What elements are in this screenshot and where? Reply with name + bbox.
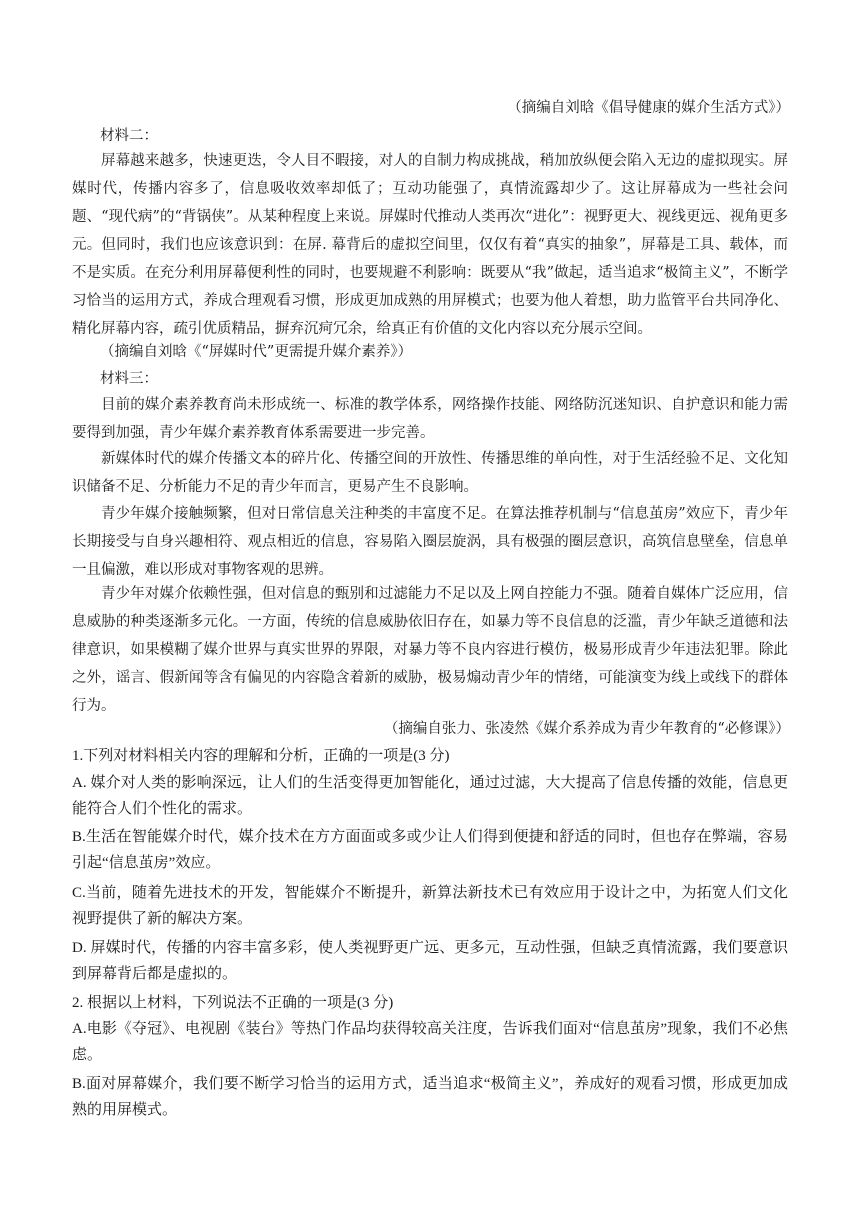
material3-paragraph-3: 青少年媒介接触频繁，但对日常信息关注种类的丰富度不足。在算法推荐机制与“信息茧房”效应下，青少年长期接受与自身兴趣相符、观点相近的信息，容易陷入圈层旋涡，具有极强的圈层意识，高筑信息壁垒，信息单一且偏激，难以形成对事物客观的思辨。 bbox=[72, 506, 788, 578]
material3-title: 材料三： bbox=[100, 371, 158, 387]
material1-source: （摘编自刘晗《倡导健康的媒介生活方式》） bbox=[507, 100, 790, 116]
material3-source: （摘编自张力、张凌然《媒介系养成为青少年教育的“必修课》） bbox=[383, 721, 790, 737]
material3-paragraph-1: 目前的媒介素养教育尚未形成统一、标准的教学体系，网络操作技能、网络防沉迷知识、自护意识和能力需要得到加强，青少年媒介素养教育体系需要进一步完善。 bbox=[72, 397, 788, 441]
material3-paragraph-4: 青少年对媒介依赖性强，但对信息的甄别和过滤能力不足以及上网自控能力不强。随着自媒体广泛应用，信息威胁的种类逐渐多元化。一方面，传统的信息威胁依旧存在，如暴力等不良信息的泛滥，青少年缺乏道德和法律意识，如果模糊了媒介世界与真实世界的界限，对暴力等不良内容进行模仿，极易形成青少年违法犯罪。除此之外，谣言、假新闻等含有偏见的内容隐含着新的威胁，极易煽动青少年的情绪，可能演变为线上或线下的群体行为。 bbox=[72, 586, 788, 714]
material2-source: （摘编自刘晗《“屏媒时代”更需提升媒介素养》） bbox=[100, 344, 413, 360]
question2-option-a: A.电影《夺冠》、电视剧《装台》等热门作品均获得较高关注度，告诉我们面对“信息茧房”现象，我们不必焦虑。 bbox=[72, 1021, 788, 1063]
question1-stem: 1.下列对材料相关内容的理解和分析，正确的一项是(3 分) bbox=[72, 748, 450, 764]
material3-paragraph-2: 新媒体时代的媒介传播文本的碎片化、传播空间的开放性、传播思维的单向性，对于生活经验不足、文化知识储备不足、分析能力不足的青少年而言，更易产生不良影响。 bbox=[72, 451, 788, 495]
question1-option-b: B.生活在智能媒介时代，媒介技术在方方面面或多或少让人们得到便捷和舒适的同时，但也存在弊端，容易引起“信息茧房”效应。 bbox=[72, 829, 788, 871]
material2-title: 材料二： bbox=[100, 128, 158, 144]
material2-paragraph: 屏幕越来越多，快速更迭，令人目不暇接，对人的自制力构成挑战，稍加放纵便会陷入无边的虚拟现实。屏媒时代，传播内容多了，信息吸收效率却低了；互动功能强了，真情流露却少了。这让屏幕成为一些社会问题、“现代病”的“背锅侠”。从某种程度上来说。屏媒时代推动人类再次“进化”：视野更大、视线更远、视角更多元。但同时，我们也应该意识到：在屏. 幕背后的虚拟空间里，仅仅有着“真实的抽象”，屏幕是工具、载体，而不是实质。在充分利用屏幕便利性的同时，也要规避不利影响：既要从“我”做起，适当追求“极简主义”，不断学习恰当的运用方式，养成合理观看习惯，形成更加成熟的用屏模式；也要为他人着想，助力监管平台共同净化、精化屏幕内容，疏引优质精品，摒弃沉疴冗余，给真正有价值的文化内容以充分展示空间。 bbox=[72, 153, 788, 337]
question1-option-c: C.当前，随着先进技术的开发，智能媒介不断提升，新算法新技术已有效应用于设计之中，为拓宽人们文化视野提供了新的解决方案。 bbox=[72, 885, 788, 927]
question2-option-b: B.面对屏幕媒介，我们要不断学习恰当的运用方式，适当追求“极简主义”，养成好的观看习惯，形成更加成熟的用屏模式。 bbox=[72, 1076, 788, 1118]
question1-option-d: D. 屏媒时代，传播的内容丰富多彩，使人类视野更广远、更多元，互动性强，但缺乏真情流露，我们要意识到屏幕背后都是虚拟的。 bbox=[72, 940, 788, 982]
question1-option-a: A. 媒介对人类的影响深远，让人们的生活变得更加智能化，通过过滤，大大提高了信息传播的效能，信息更能符合人们个性化的需求。 bbox=[72, 775, 788, 817]
question2-stem: 2. 根据以上材料，下列说法不正确的一项是(3 分) bbox=[72, 995, 394, 1011]
